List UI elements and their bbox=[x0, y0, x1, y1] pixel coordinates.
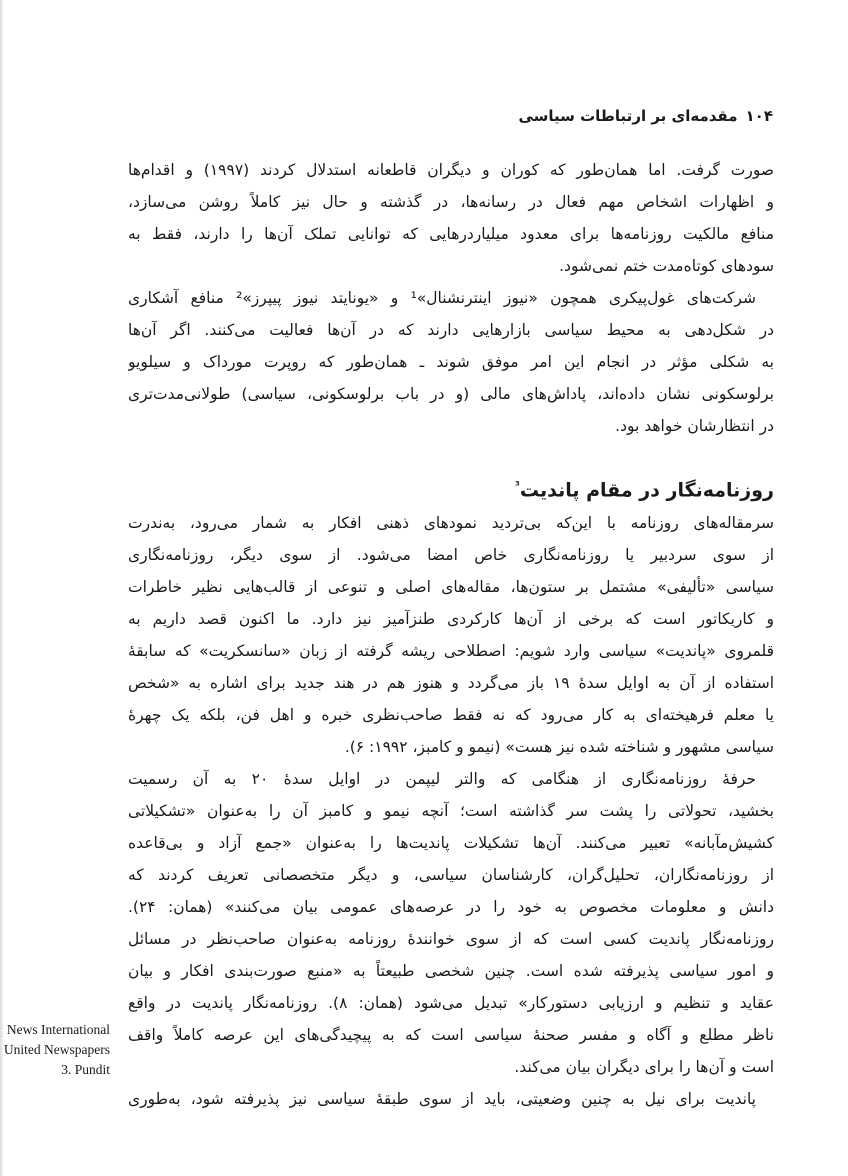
text-line: بخشید، تحولاتی را پشت سر گذاشته است؛ آنچه نیمو و کامبز آن را به‌عنوان «تشکیلاتی bbox=[128, 802, 774, 820]
text-line: برلوسکونی نشان داده‌اند، پاداش‌های مالی (و در باب برلوسکونی، سیاسی) طولانی‌مدت‌تری bbox=[128, 385, 774, 403]
text-line: صورت گرفت. اما همان‌طور که کوران و دیگران قاطعانه استدلال کردند (۱۹۹۷) و اقدام‌ها bbox=[128, 161, 774, 179]
text-line: سودهای کوتاه‌مدت ختم نمی‌شود. bbox=[559, 257, 774, 275]
text-line: به شکلی مؤثر در انجام این امر موفق شوند ـ همان‌طور که روپرت مورداک و سیلویو bbox=[128, 353, 774, 371]
text-line: سیاسی مشهور و شناخته شده نیز هست» (نیمو و کامبز، ۱۹۹۲: ۶). bbox=[344, 738, 774, 756]
text-line: دانش و معلومات مخصوص به خود را در عرصه‌های عمومی بیان می‌کنند» (همان: ۲۴). bbox=[128, 898, 774, 916]
text-line: پاندیت برای نیل به چنین وضعیتی، باید از سوی طبقهٔ سیاسی نیز پذیرفته شود، به‌طوری bbox=[128, 1090, 756, 1108]
text-line: از سوی سردبیر یا روزنامه‌نگاری خاص امضا می‌شود. از سوی دیگر، روزنامه‌نگاری bbox=[128, 546, 774, 564]
section-heading bbox=[128, 470, 774, 506]
text-line: حرفهٔ روزنامه‌نگاری از هنگامی که والتر لیپمن در اوایل سدهٔ ۲۰ به آن رسمیت bbox=[128, 770, 756, 788]
text-line: قلمروی «پاندیت» سیاسی وارد شویم: اصطلاحی ریشه گرفته از زبان «سانسکریت» که سابقهٔ bbox=[128, 642, 774, 660]
text-line: یا معلم فرهیخته‌ای به کار می‌رود که نه فقط صاحب‌نظری خبره و اهل فن، بلکه یک چهرهٔ bbox=[128, 706, 774, 724]
running-header bbox=[518, 104, 773, 128]
footnote-2: United Newspapers bbox=[3, 1042, 110, 1057]
text-line: و کاریکاتور است که برخی از آن‌ها کارکردی طنزآمیز نیز دارد. ما اکنون قصد داریم به bbox=[128, 610, 774, 628]
text-line: سیاسی «تألیفی» مشتمل بر ستون‌ها، مقاله‌های اصلی و تنوعی از قالب‌هایی نظیر خاطرات bbox=[128, 578, 774, 596]
text-line: در انتظارشان خواهد بود. bbox=[615, 417, 774, 435]
text-line: است و آن‌ها را برای دیگران بیان می‌کند. bbox=[514, 1058, 774, 1076]
footnote-3: 3. Pundit bbox=[61, 1062, 110, 1077]
footnote-1: News International bbox=[6, 1022, 110, 1037]
text-line: استفاده از آن به اوایل سدهٔ ۱۹ باز می‌گردد و هنوز هم در هند جدید برای اشاره به «شخص bbox=[128, 674, 774, 692]
footnote-marker: ³ bbox=[515, 479, 520, 492]
footnotes bbox=[2, 1020, 110, 1080]
text-line: و امور سیاسی پذیرفته شده است. چنین شخصی طبیعتاً به «منبع صورت‌بندی افکار و بیان bbox=[128, 962, 774, 980]
page-number: ۱۰۴ bbox=[745, 107, 773, 125]
scan-edge-shadow bbox=[0, 0, 4, 1176]
section-heading-text: روزنامه‌نگار در مقام پاندیت bbox=[519, 479, 774, 502]
text-line: عقاید و تنظیم و ارزیابی دستورکار» تبدیل می‌شود (همان: ۸). روزنامه‌نگار پاندیت در واقع bbox=[128, 994, 774, 1012]
text-line: در شکل‌دهی به محیط سیاسی بازارهایی دارند که در آن‌ها فعالیت می‌کنند. اگر آن‌ها bbox=[128, 321, 774, 339]
running-title: مقدمه‌ای بر ارتباطات سیاسی bbox=[518, 107, 738, 125]
text-line: از روزنامه‌نگاران، تحلیل‌گران، کارشناسان سیاسی، و دیگر متخصصانی تعریف کردند که bbox=[128, 866, 774, 884]
text-line: روزنامه‌نگار پاندیت کسی است که از سوی خوانندهٔ روزنامه به‌عنوان صاحب‌نظر در مسائل bbox=[128, 930, 774, 948]
text-line: کشیش‌مآبانه» تعبیر می‌کنند. آن‌ها تشکیلات پاندیت‌ها را به‌عنوان «جمع آزاد و بی‌قاعده bbox=[128, 834, 774, 852]
text-line: و اظهارات اشخاص مهم فعال در رسانه‌ها، در گذشته و حال نیز کاملاً روشن می‌سازد، bbox=[128, 193, 774, 211]
text-line: ناظر مطلع و آگاه و مفسر صحنهٔ سیاسی است که به پیچیدگی‌های این عرصه کاملاً واقف bbox=[128, 1026, 774, 1044]
text-line: سرمقاله‌های روزنامه با این‌که بی‌تردید نمودهای ذهنی افکار به شمار می‌رود، به‌ندرت bbox=[128, 514, 774, 532]
text-line: شرکت‌های غول‌پیکری همچون «نیوز اینترنشنال»¹ و «یونایتد نیوز پیپرز»² منافع آشکاری bbox=[128, 289, 756, 307]
text-line: منافع مالکیت روزنامه‌ها برای معدود میلیاردرهایی که توانایی تملک آن‌ها را دارند، فقط به bbox=[128, 225, 774, 243]
